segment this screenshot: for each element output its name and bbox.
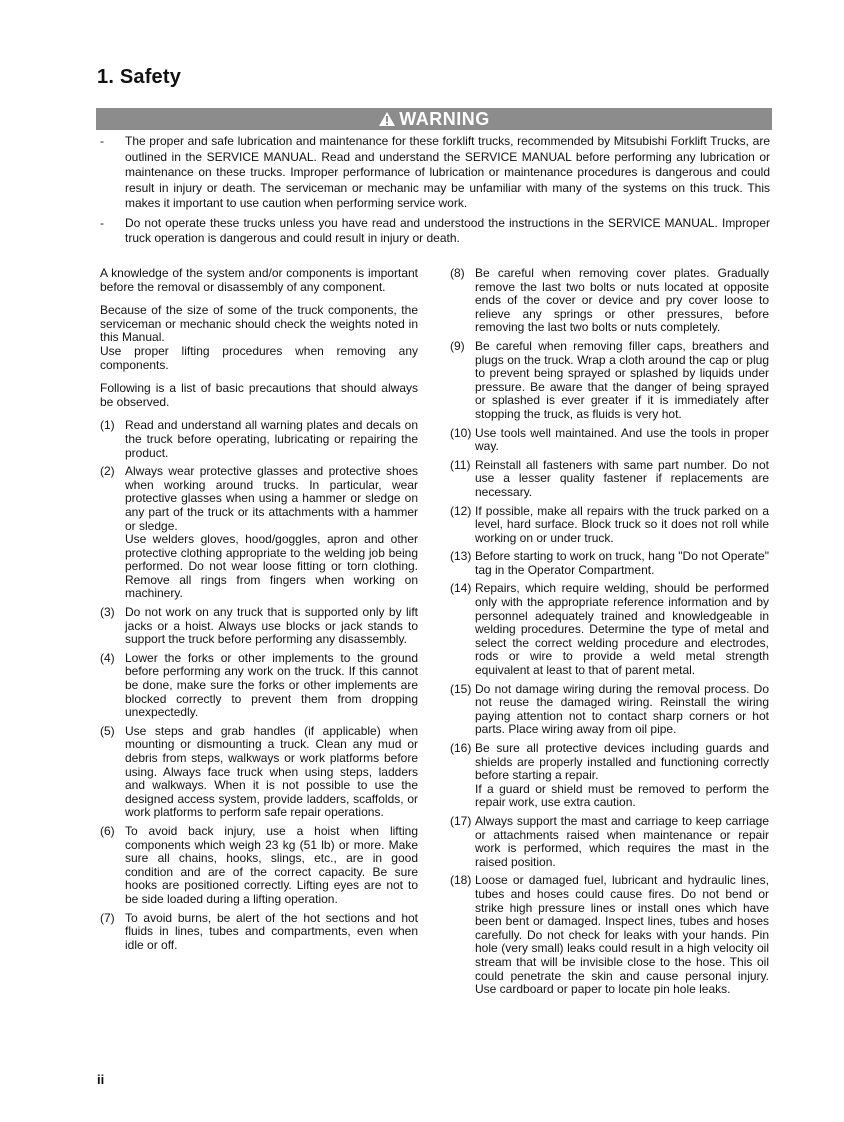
precaution-text: Lower the forks or other implements to the ground before performing any work on the truck. If this cannot be done, make sure the forks or other implements are blocked correctly to prevent them from dropping unexpectedly. xyxy=(125,650,418,720)
warning-banner xyxy=(96,108,772,130)
precaution-number: (4) xyxy=(100,650,115,665)
precaution-number: (6) xyxy=(100,823,115,838)
intro-paragraph: A knowledge of the system and/or components is important before the removal or disassembly of any component. xyxy=(100,266,418,294)
precaution-number: (15) xyxy=(450,681,472,696)
precaution-text: Reinstall all fasteners with same part number. Do not use a lesser quality fastener if replacements are necessary. xyxy=(475,457,769,499)
precaution-item xyxy=(100,725,418,820)
precaution-text: Use steps and grab handles (if applicable) when mounting or dismounting a truck. Clean any mud or debris from steps, walkways or work platforms before using. Always face truck when using steps, ladders and walkways. When it is not possible to use the designed access system, provide ladders, scaffolds, or work platforms to perform safe repair operations. xyxy=(125,723,418,820)
precaution-item xyxy=(100,606,418,647)
precaution-number: (11) xyxy=(450,457,471,472)
bullet-dash: - xyxy=(100,215,104,230)
precaution-text: Use tools well maintained. And use the tools in proper way. xyxy=(475,425,769,454)
intro-paragraph: Following is a list of basic precautions that should always be observed. xyxy=(100,381,418,409)
precaution-number: (9) xyxy=(450,338,465,353)
warning-text: The proper and safe lubrication and maintenance for these forklift trucks, recommended by Mitsubishi Forklift Trucks, are outlined in the SERVICE MANUAL. Read and understand the SERVICE MANUAL before performing any lubrication or maintenance on these trucks. Improper performance of lubrication or maintenance procedures is dangerous and could result in injury or death. The serviceman or mechanic may be unfamiliar with many of the systems on this truck. This makes it important to use caution when performing service work. xyxy=(125,134,770,210)
precaution-text: To avoid burns, be alert of the hot sections and hot fluids in lines, tubes and compartments, even when idle or off. xyxy=(125,910,418,952)
precaution-item xyxy=(100,465,418,601)
precaution-text: Be sure all protective devices including guards and shields are properly installed and functioning correctly before starting a repair. If a guard or shield must be removed to perform the repair work, use extra caution. xyxy=(475,741,769,810)
precaution-text: Always wear protective glasses and protective shoes when working around trucks. In particular, wear protective glasses when using a hammer or sledge on any part of the truck or its attachments with a hammer or sledge. Use welders gloves, hood/goggles, apron and other protective clothing appropriate to the welding job being performed. Do not wear loose fitting or torn clothing. Remove all rings from fingers when working on machinery. xyxy=(125,464,418,601)
precaution-item xyxy=(450,582,769,677)
bullet-dash: - xyxy=(100,134,104,148)
precaution-item xyxy=(450,340,769,422)
precaution-item xyxy=(450,550,769,577)
warning-list xyxy=(100,134,770,251)
precaution-text: Read and understand all warning plates and decals on the truck before operating, lubricating or repairing the product. xyxy=(125,418,418,460)
precaution-number: (12) xyxy=(450,503,472,518)
warning-text: Do not operate these trucks unless you have read and understood the instructions in the SERVICE MANUAL. Improper truck operation is dangerous and could result in injury or death. xyxy=(125,215,770,245)
precaution-item xyxy=(450,505,769,546)
precaution-number: (5) xyxy=(100,723,115,738)
precaution-item xyxy=(450,742,769,810)
precaution-text: Repairs, which require welding, should be performed only with the appropriate reference information and by personnel adequately trained and knowledgeable in welding procedures. Determine the type of metal and select the correct welding procedure and electrodes, rods or wire to provide a weld metal strength equivalent at least to that of parent metal. xyxy=(475,581,769,678)
precaution-text: Before starting to work on truck, hang "Do not Operate" tag in the Operator Compartment. xyxy=(475,549,769,577)
precaution-number: (17) xyxy=(450,813,472,828)
precaution-item xyxy=(450,874,769,996)
right-column xyxy=(450,267,769,1002)
precaution-item xyxy=(450,267,769,335)
precaution-text: Do not damage wiring during the removal process. Do not reuse the damaged wiring. Reinstall the wiring paying attention not to contact sharp corners or hot parts. Place wiring away from oil pipe. xyxy=(475,681,769,737)
precaution-number: (1) xyxy=(100,418,115,433)
precaution-number: (3) xyxy=(100,605,115,620)
precaution-item xyxy=(450,683,769,737)
precaution-item xyxy=(450,459,769,500)
warning-triangle-icon xyxy=(378,111,396,127)
precaution-item xyxy=(450,815,769,869)
precaution-text: To avoid back injury, use a hoist when lifting components which weigh 23 kg (51 lb) or more. Make sure all chains, hooks, slings, etc., are in good condition and are of the correct capacity. Be sure hooks are positioned correctly. Lifting eyes are not to be side loaded during a lifting operation. xyxy=(125,823,418,906)
precaution-number: (14) xyxy=(450,581,472,596)
precaution-number: (16) xyxy=(450,741,472,755)
precaution-text: Do not work on any truck that is supported only by lift jacks or a hoist. Always use blocks or jack stands to support the truck before performing any disassembly. xyxy=(125,605,418,647)
precaution-item xyxy=(450,427,769,454)
precaution-text: Be careful when removing filler caps, breathers and plugs on the truck. Wrap a cloth around the cap or plug to prevent being sprayed or splashed by liquids under pressure. Be aware that the danger of being sprayed or splashed is ever greater if it is immediately after stopping the truck, as fluids is very hot. xyxy=(475,338,769,421)
precaution-text: Be careful when removing cover plates. Gradually remove the last two bolts or nuts located at opposite ends of the cover or device and pry cover loose to relieve any springs or other pressures, before removing the last two bolts or nuts completely. xyxy=(475,266,769,335)
warning-label: WARNING xyxy=(399,109,490,129)
precaution-number: (13) xyxy=(450,549,472,564)
precaution-text: Always support the mast and carriage to keep carriage or attachments raised when maintenance or repair work is performed, which requires the mast in the raised position. xyxy=(475,813,769,869)
precaution-item xyxy=(100,912,418,953)
precaution-item xyxy=(100,652,418,720)
page-number: ii xyxy=(97,1072,105,1087)
precaution-number: (2) xyxy=(100,464,115,479)
precaution-item xyxy=(100,419,418,460)
precaution-number: (8) xyxy=(450,266,465,280)
precaution-text: If possible, make all repairs with the truck parked on a level, hard surface. Block truck so it does not roll while working on or under truck. xyxy=(475,503,769,545)
warning-item xyxy=(100,216,770,247)
intro-paragraph: Because of the size of some of the truck components, the serviceman or mechanic should check the weights noted in this Manual. Use proper lifting procedures when removing any components. xyxy=(100,303,418,372)
section-title: 1. Safety xyxy=(97,66,182,88)
precaution-text: Loose or damaged fuel, lubricant and hydraulic lines, tubes and hoses could cause fires. Do not bend or strike high pressure lines or install ones which have been bent or damaged. Inspect lines, tubes and hoses carefully. Do not check for leaks with your hands. Pin hole (very small) leaks could result in a high velocity oil stream that will be invisible close to the hose. This oil could penetrate the skin and cause personal injury. Use cardboard or paper to locate pin hole leaks. xyxy=(475,873,769,997)
left-column xyxy=(100,267,418,957)
precaution-number: (7) xyxy=(100,910,115,925)
precaution-item xyxy=(100,825,418,907)
precaution-number: (18) xyxy=(450,873,472,888)
warning-item xyxy=(100,134,770,212)
precaution-number: (10) xyxy=(450,425,472,440)
